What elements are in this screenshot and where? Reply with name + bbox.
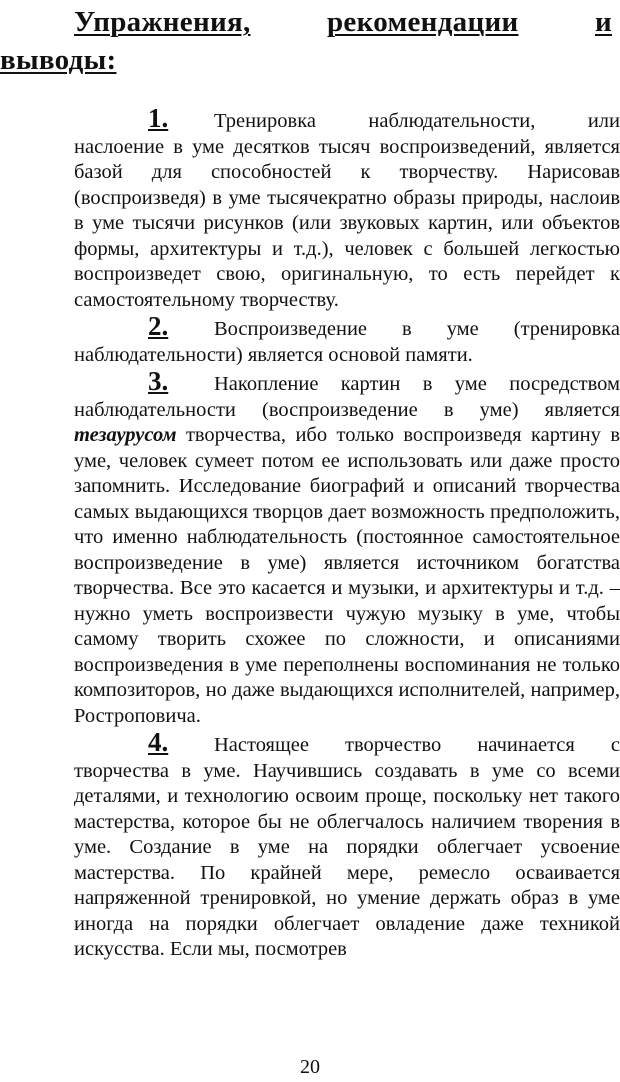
paragraph-1 [74, 103, 620, 313]
paragraph-3 [74, 366, 620, 729]
paragraph-text-before: Накопление картин в уме посредством наблюдательности (воспроизведение в уме) является [74, 373, 620, 421]
section-heading [0, 2, 612, 80]
body-text [74, 103, 620, 964]
heading-line-1 [0, 2, 612, 42]
paragraph-number: 1. [148, 103, 169, 133]
heading-word-1: Упражнения, [74, 6, 251, 38]
paragraph-text-after: творчества, ибо только воспроизведя картину в уме, человек сумеет потом ее использовать или даже просто запомнить. Исследование биографий и описаний творчества самых выдающихся творцов дает возможность предположить, что именно наблюдательность (постоянное самостоятельное воспроизведение в уме) является источником богатства творчества. Все это касается и музыки, и архитектуры и т.д. – нужно уметь воспроизвести чужую музыку в уме, чтобы самому творить схожее по сложности, и описаниями воспроизведения в уме переполнены воспоминания не только композиторов, но даже выдающихся исполнителей, например, Ростроповича. [74, 424, 620, 727]
paragraph-number: 2. [148, 311, 169, 341]
heading-word-2: рекомендации [326, 6, 519, 38]
paragraph-text: Тренировка наблюдательности, или наслоение в уме десятков тысяч воспроизведений, является базой для способностей к творчеству. Нарисовав (воспроизведя) в уме тысячекратно образы природы, наслоив в уме тысячи рисунков (или звуковых картин, или объектов формы, архитектуры и т.д.), человек с большей легкостью воспроизведет свою, оригинальную, то есть перейдет к самостоятельному творчеству. [74, 110, 620, 311]
paragraph-number: 4. [148, 727, 169, 757]
paragraph-number: 3. [148, 366, 169, 396]
paragraph-text: Настоящее творчество начинается с творчества в уме. Научившись создавать в уме со всеми деталями, и технологию освоим проще, поскольку нет такого мастерства, которое бы не облегчалось наличием творения в уме. Создание в уме на порядки облегчает усвоение мастерства. По крайней мере, ремесло осваивается напряженной тренировкой, но умение держать образ в уме иногда на порядки облегчает овладение даже техникой искусства. Если мы, посмотрев [74, 734, 620, 960]
paragraph-2 [74, 311, 620, 368]
paragraph-text: Воспроизведение в уме (тренировка наблюдательности) является основой памяти. [74, 318, 620, 366]
page-number: 20 [300, 1056, 320, 1078]
emphasized-term: тезаурусом [74, 424, 177, 446]
heading-word-3: и [594, 6, 612, 38]
heading-line-2: выводы: [0, 44, 117, 76]
paragraph-4 [74, 727, 620, 963]
